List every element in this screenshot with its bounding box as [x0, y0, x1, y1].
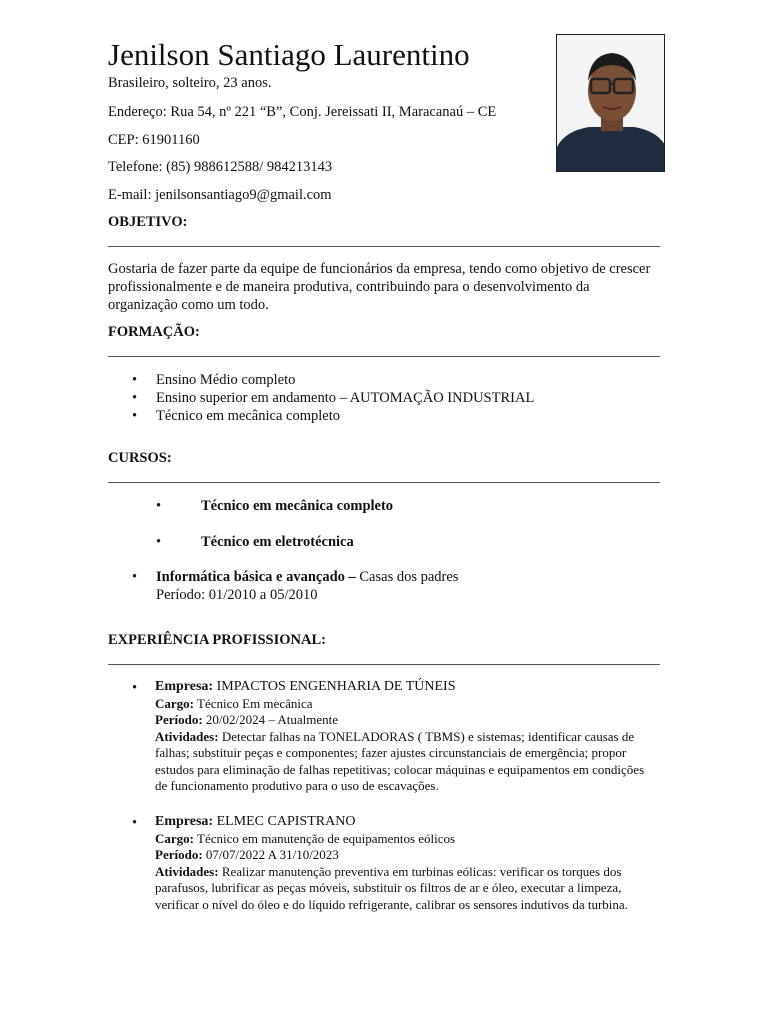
address: Endereço: Rua 54, nº 221 “B”, Conj. Jereissati II, Maracanaú – CE: [108, 104, 497, 120]
job-period: 07/07/2022 A 31/10/2023: [205, 847, 339, 862]
section-title-experiencia: EXPERIÊNCIA PROFISSIONAL:: [108, 632, 326, 648]
bullet-icon: •: [156, 498, 162, 514]
section-divider: [108, 356, 660, 357]
label-periodo: Período:: [155, 847, 203, 862]
experience-entry: [155, 679, 655, 795]
profile-photo: [556, 34, 665, 172]
label-atividades: Atividades:: [155, 728, 219, 744]
curso-item: Técnico em eletrotécnica: [201, 534, 354, 550]
email: E-mail: jenilsonsantiago9@gmail.com: [108, 187, 332, 203]
label-periodo: Período:: [155, 712, 203, 727]
bullet-icon: •: [132, 408, 138, 424]
label-atividades: Atividades:: [155, 863, 219, 879]
objetivo-text: Gostaria de fazer parte da equipe de funcionários da empresa, tendo como objetivo de crescer profissionalmente e de maneira produtiva, contribuindo para o desenvolvimento da organização como um todo.: [108, 261, 651, 313]
postal-code: CEP: 61901160: [108, 132, 200, 148]
curso-item: [156, 568, 458, 586]
label-cargo: Cargo:: [155, 695, 194, 711]
job-activities: Realizar manutenção preventiva em turbinas eólicas: verificar os torques dos parafusos, lubrificar as peças móveis, substituir os filtros de ar e óleo, executar a limpeza, verificar o nível do óleo e do líquido refrigerante, calibrar os sensores indutivos da turbina.: [155, 863, 628, 912]
bullet-icon: •: [132, 569, 138, 585]
section-divider: [108, 664, 660, 665]
candidate-name: Jenilson Santiago Laurentino: [108, 37, 470, 72]
bullet-icon: •: [156, 534, 162, 550]
job-role: Técnico em manutenção de equipamentos eólicos: [197, 830, 456, 846]
label-cargo: Cargo:: [155, 830, 194, 846]
curso-item-title: Informática básica e avançado –: [156, 569, 360, 585]
bullet-icon: •: [132, 372, 138, 388]
phone: Telefone: (85) 988612588/ 984213143: [108, 159, 333, 175]
section-title-formacao: FORMAÇÃO:: [108, 324, 200, 340]
label-empresa: Empresa:: [155, 814, 214, 829]
curso-item: Técnico em mecânica completo: [201, 498, 394, 514]
section-title-cursos: CURSOS:: [108, 450, 172, 466]
experience-entry: [155, 814, 655, 913]
job-role: Técnico Em mecânica: [197, 695, 313, 711]
bullet-icon: •: [132, 680, 138, 696]
section-title-objetivo: OBJETIVO:: [108, 214, 188, 230]
person-photo-icon: [557, 35, 665, 172]
section-divider: [108, 482, 660, 483]
curso-item-institution: Casas dos padres: [359, 569, 459, 585]
formacao-item: Ensino Médio completo: [156, 372, 296, 388]
company-name: ELMEC CAPISTRANO: [216, 814, 356, 829]
bullet-icon: •: [132, 390, 138, 406]
bullet-icon: •: [132, 815, 138, 831]
formacao-item: Técnico em mecânica completo: [156, 408, 340, 424]
personal-info: Brasileiro, solteiro, 23 anos.: [108, 75, 272, 91]
job-period: 20/02/2024 – Atualmente: [205, 712, 339, 727]
formacao-item: Ensino superior em andamento – AUTOMAÇÃO INDUSTRIAL: [156, 390, 535, 406]
job-activities: Detectar falhas na TONELADORAS ( TBMS) e sistemas; identificar causas de falhas; substituir peças e componentes; fazer ajustes circunstanciais de emergência; propor estudos para eliminação de falhas repetitivas; colocar máquinas e equipamentos em condições de funcionamento produtivo para o uso de escavações.: [155, 728, 645, 793]
label-empresa: Empresa:: [155, 679, 214, 694]
curso-item-period: Período: 01/2010 a 05/2010: [156, 587, 318, 603]
section-divider: [108, 246, 660, 247]
company-name: IMPACTOS ENGENHARIA DE TÚNEIS: [216, 679, 456, 694]
